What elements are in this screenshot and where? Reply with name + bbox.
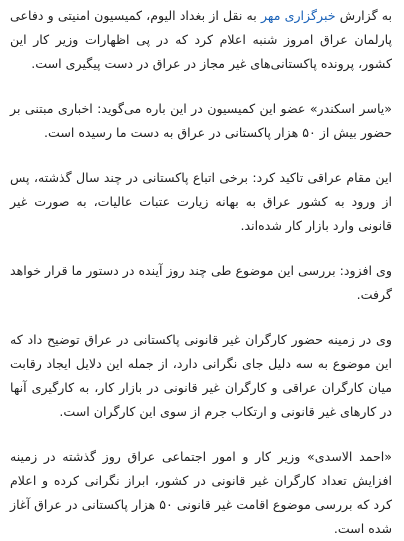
paragraph-yaser-eskandar: «یاسر اسکندر» عضو این کمیسیون در این باره می‌گوید: اخباری مبتنی بر حضور بیش از ۵۰ هزار پاکستانی در عراق به دست ما رسیده است. xyxy=(10,101,392,140)
paragraph-ahmad-alasadi: «احمد الاسدی» وزیر کار و امور اجتماعی عراق روز گذشته در زمینه افزایش تعداد کارگران غیر قانونی در کشور، ابراز نگرانی کرده و اعلام کرد که بررسی موضوع اقامت غیر قانونی ۵۰ هزار پاکستانی در عراق آغاز شده است. xyxy=(10,449,392,536)
intro-prefix: به گزارش xyxy=(335,8,393,23)
paragraph-three-reasons: وی در زمینه حضور کارگران غیر قانونی پاکستانی در عراق توضیح داد که این موضوع به سه دلیل جای نگرانی دارد، از جمله این دلایل ایجاد رقابت میان کارگران عراقی و کارگران غیر قانونی در بازار کار، به کارگیری آنها در کارهای غیر قانونی و ارتکاب جرم از سوی این کارگران است. xyxy=(10,332,392,419)
paragraph-intro xyxy=(10,4,392,76)
paragraph-official-emphasis: این مقام عراقی تاکید کرد: برخی اتباع پاکستانی در چند سال گذشته، پس از ورود به کشور عراق به بهانه زیارت عتبات عالیات، به صورت غیر قانونی وارد بازار کار شده‌اند. xyxy=(10,170,392,233)
paragraph-review-agenda: وی افزود: بررسی این موضوع طی چند روز آینده در دستور ما قرار خواهد گرفت. xyxy=(10,263,392,302)
intro-rest: به نقل از بغداد الیوم، کمیسیون امنیتی و دفاعی پارلمان عراق امروز شنبه اعلام کرد که در پی اظهارات وزیر کار این کشور، پرونده پاکستانی‌های غیر مجاز در عراق در دست پیگیری است. xyxy=(10,8,392,71)
mehr-news-agency-link[interactable]: خبرگزاری مهر xyxy=(260,8,336,23)
